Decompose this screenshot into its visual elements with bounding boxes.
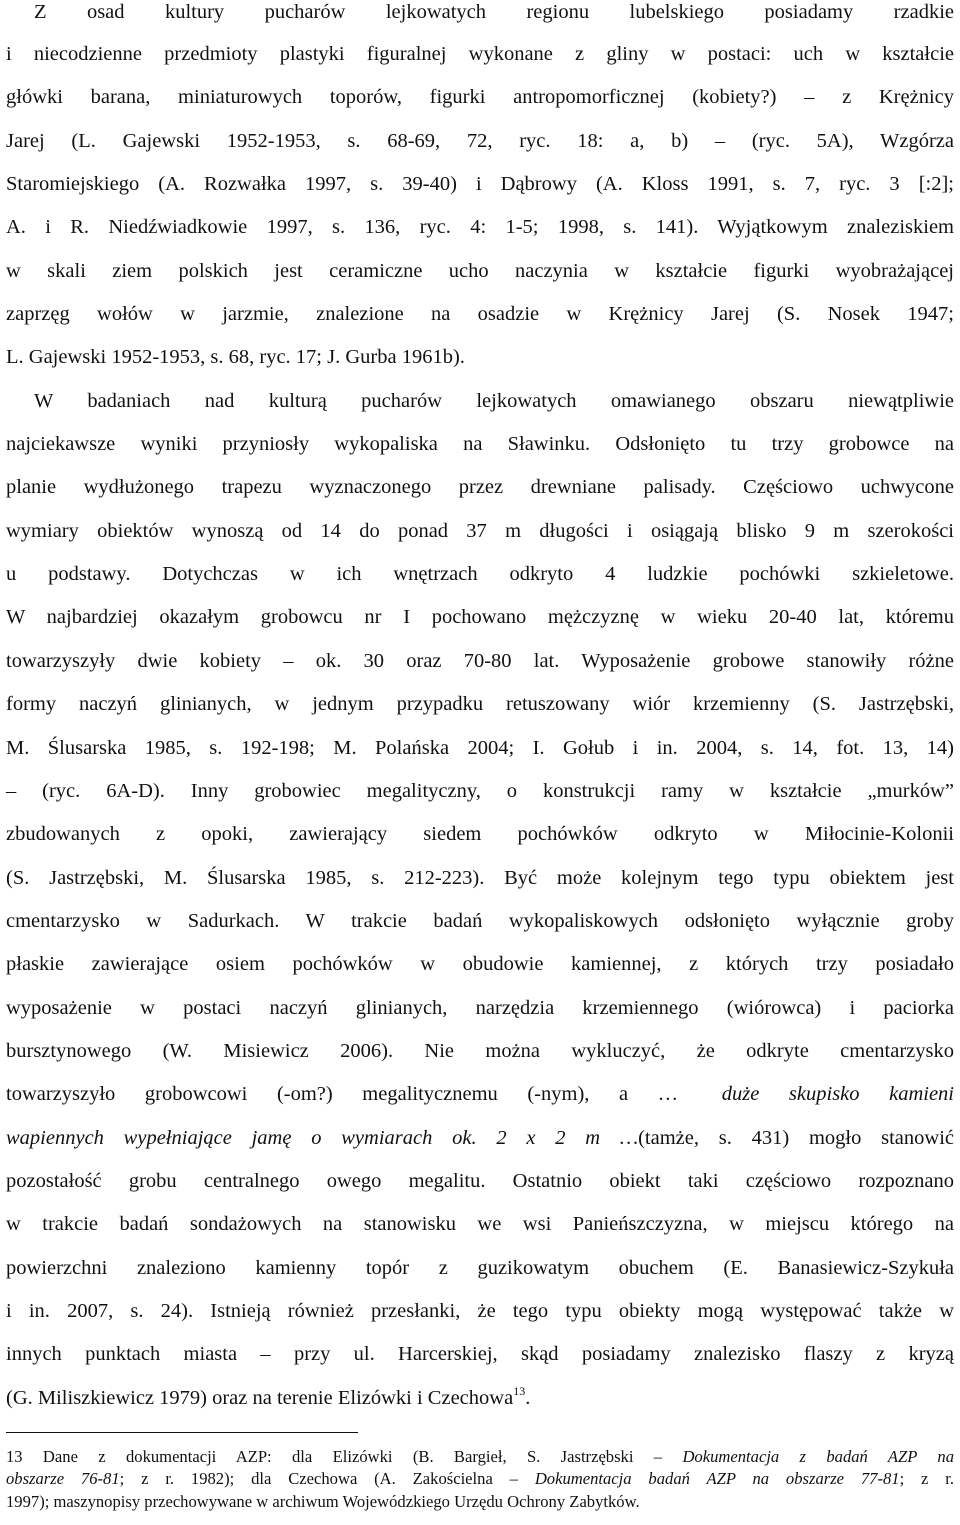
footnote-marker[interactable]: 13 [513, 1383, 526, 1398]
text-line: planie wydłużonego trapezu wyznaczonego przez drewniane palisady. Częściowo uchwycone [6, 476, 954, 499]
text-line: główki barana, miniaturowych toporów, figurki antropomorficznej (kobiety?) – z Krężnicy [6, 86, 954, 109]
text-line: i in. 2007, s. 24). Istnieją również przesłanki, że tego typu obiekty mogą występować także w [6, 1299, 954, 1322]
paragraph-1 [6, 0, 954, 389]
text-run: towarzyszyło grobowcowi (-om?) megalitycznemu (-nym), a … [6, 1083, 679, 1106]
quoted-text: Dokumentacja badań AZP na obszarze 77-81 [534, 1469, 900, 1489]
text-line: Staromiejskiego (A. Rozwałka 1997, s. 39-40) i Dąbrowy (A. Kloss 1991, s. 7, ryc. 3 [:2]; [6, 173, 954, 196]
footnote-line [6, 1468, 954, 1490]
text-line: wymiary obiektów wynoszą od 14 do ponad 37 m długości i osiągają blisko 9 m szerokości [6, 519, 954, 542]
footnote [6, 1446, 954, 1513]
text-line: M. Ślusarska 1985, s. 192-198; M. Polańska 2004; I. Gołub i in. 2004, s. 14, fot. 13, 14) [6, 736, 954, 759]
text-line: pozostałość grobu centralnego owego megalitu. Ostatnio obiekt taki częściowo rozpoznano [6, 1169, 954, 1192]
footnote-line [6, 1446, 954, 1468]
text-line: u podstawy. Dotychczas w ich wnętrzach odkryto 4 ludzkie pochówki szkieletowe. [6, 563, 954, 586]
text-line: i niecodzienne przedmioty plastyki figuralnej wykonane z gliny w postaci: uch w kształcie [6, 43, 954, 65]
text-line: cmentarzysko w Sadurkach. W trakcie badań wykopaliskowych odsłonięto wyłącznie groby [6, 909, 954, 932]
text-line: zbudowanych z opoki, zawierający siedem pochówków odkryto w Miłocinie-Kolonii [6, 823, 954, 846]
text-line [6, 1383, 954, 1429]
text-run: ; z r. [899, 1469, 954, 1489]
footnote-line: 1997); maszynopisy przechowywane w archiwum Wojewódzkiego Urzędu Ochrony Zabytków. [6, 1491, 640, 1511]
text-line: wyposażenie w postaci naczyń glinianych, narzędzia krzemiennego (wiórowca) i paciorka [6, 996, 954, 1019]
text-line: – (ryc. 6A-D). Inny grobowiec megalityczny, o konstrukcji ramy w kształcie „murków” [6, 779, 954, 802]
text-line [6, 1126, 954, 1169]
text-line: A. i R. Niedźwiadkowie 1997, s. 136, ryc. 4: 1-5; 1998, s. 141). Wyjątkowym znaleziskiem [6, 216, 954, 239]
footnote-separator [6, 1432, 358, 1433]
text-line: innych punktach miasta – przy ul. Harcerskiej, skąd posiadamy znalezisko flaszy z kryzą [6, 1343, 954, 1366]
text-line: towarzyszyły dwie kobiety – ok. 30 oraz 70-80 lat. Wyposażenie grobowe stanowiły różne [6, 649, 954, 672]
text-line: bursztynowego (W. Misiewicz 2006). Nie można wykluczyć, że odkryte cmentarzysko [6, 1039, 954, 1062]
text-line: w skali ziem polskich jest ceramiczne ucho naczynia w kształcie figurki wyobrażającej [6, 259, 954, 282]
text-run: (G. Miliszkiewicz 1979) oraz na terenie Elizówki i Czechowa [6, 1386, 514, 1409]
text-line: W badaniach nad kulturą pucharów lejkowatych omawianego obszaru niewątpliwie [34, 389, 954, 412]
text-line: Z osad kultury pucharów lejkowatych regionu lubelskiego posiadamy rzadkie [34, 1, 954, 23]
text-run: . [525, 1386, 531, 1409]
text-run: 13 Dane z dokumentacji AZP: dla Elizówki (B. Bargieł, S. Jastrzębski – [6, 1447, 663, 1466]
quoted-text: obszarze 76-81 [6, 1469, 120, 1489]
text-line: powierzchni znaleziono kamienny topór z guzikowatym obuchem (E. Banasiewicz-Szykuła [6, 1256, 954, 1279]
text-line: w trakcie badań sondażowych na stanowisku we wsi Panieńszczyzna, w miejscu którego na [6, 1213, 954, 1236]
text-run: ; z r. 1982); dla Czechowa (A. Zakościelna – [119, 1469, 518, 1489]
text-line: W najbardziej okazałym grobowcu nr I pochowano mężczyznę w wieku 20-40 lat, któremu [6, 606, 954, 629]
paragraph-2 [6, 389, 954, 1429]
text-line: L. Gajewski 1952-1953, s. 68, ryc. 17; J. Gurba 1961b). [6, 346, 465, 369]
text-line: Jarej (L. Gajewski 1952-1953, s. 68-69, 72, ryc. 18: a, b) – (ryc. 5A), Wzgórza [6, 129, 954, 152]
text-line: (S. Jastrzębski, M. Ślusarska 1985, s. 212-223). Być może kolejnym tego typu obiektem jest [6, 866, 954, 889]
text-line: formy naczyń glinianych, w jednym przypadku retuszowany wiór krzemienny (S. Jastrzębski, [6, 693, 954, 716]
document-body [6, 0, 954, 1429]
quoted-text: duże skupisko kamieni [721, 1083, 954, 1106]
quoted-text: wapiennych wypełniające jamę o wymiarach ok. 2 x 2 m … [6, 1126, 639, 1149]
text-run: (tamże, s. 431) mogło stanowić [638, 1126, 954, 1149]
text-line: zaprzęg wołów w jarzmie, znalezione na osadzie w Krężnicy Jarej (S. Nosek 1947; [6, 303, 954, 326]
text-line: najciekawsze wyniki przyniosły wykopaliska na Sławinku. Odsłonięto tu trzy grobowce na [6, 433, 954, 456]
text-line: płaskie zawierające osiem pochówków w obudowie kamiennej, z których trzy posiadało [6, 953, 954, 976]
quoted-text: Dokumentacja z badań AZP na [682, 1447, 954, 1466]
text-line [6, 1082, 954, 1125]
